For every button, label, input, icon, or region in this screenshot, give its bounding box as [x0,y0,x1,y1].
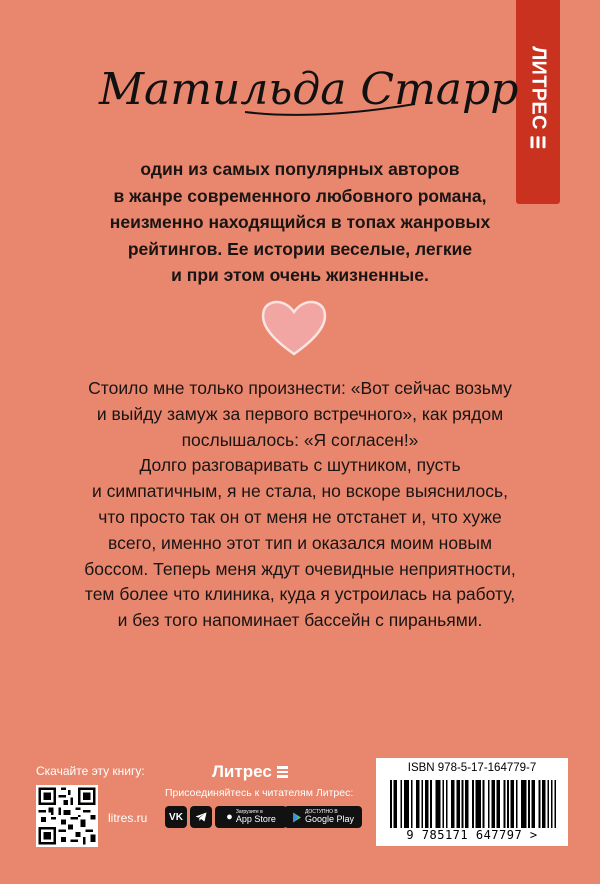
annotation-line: Долго разговаривать с шутником, пусть [139,455,461,476]
google-play-small-label: ДОСТУПНО В [304,809,338,815]
author-bio [90,156,510,289]
bio-line: в жанре современного любовного романа, [113,185,487,206]
author-signature-text: Матильда Старр [99,64,519,115]
vk-icon: VK [169,811,183,823]
bio-line: неизменно находящийся в топах жанровых [109,212,491,232]
annotation-line: всего, именно этот тип и оказался моим новым [108,532,492,553]
google-play-icon [292,812,302,823]
vk-button[interactable] [165,806,187,828]
annotation-line: и симпатичным, я не стала, но вскоре выяснилось, [92,481,508,502]
isbn-label: ISBN 978-5-17-164779-7 [407,762,537,774]
litres-logo-icon [531,136,546,148]
litres-site-link[interactable]: litres.ru [108,811,148,825]
barcode [390,780,556,828]
annotation-line: и выйду замуж за первого встречного», как рядом [96,403,504,424]
litres-mark-icon [277,766,288,778]
annotation-line: послышалось: «Я согласен!» [181,429,419,450]
join-label: Присоединяйтесь к читателям Литрес: [165,787,354,799]
google-play-button[interactable] [284,806,362,828]
book-annotation [50,376,550,634]
heart-icon [258,296,330,358]
download-label: Скачайте эту книгу: [36,764,145,778]
barcode-digits: 9 785171 647797 > [406,828,538,842]
annotation-line: боссом. Теперь меня ждут очевидные неприятности, [84,558,516,579]
bio-line: и при этом очень жизненные. [171,265,429,285]
telegram-icon [195,812,207,822]
isbn-barcode-block [376,758,568,846]
bio-line: один из самых популярных авторов [140,159,460,179]
annotation-line: и без того напоминает бассейн с пираньями. [117,610,483,631]
annotation-line: тем более что клиника, куда я устроилась на работу, [84,584,516,605]
telegram-button[interactable] [190,806,212,828]
litres-tab-label: ЛИТРЕС [527,46,550,130]
brand-name: Литрес [212,762,272,781]
litres-logo [212,762,288,782]
author-signature [95,52,519,132]
app-store-button[interactable] [215,806,287,828]
litres-tab [516,0,560,204]
app-store-label: App Store [235,814,276,824]
annotation-line: Стоило мне только произнести: «Вот сейчас возьму [88,378,512,398]
google-play-label: Google Play [304,814,355,824]
app-store-small-label: Загрузите в [235,809,263,815]
annotation-line: что просто так он от меня не отстанет и, что хуже [98,506,502,527]
bio-line: рейтингов. Ее истории веселые, легкие [127,238,473,259]
apple-icon: ● [226,811,233,823]
qr-code[interactable] [36,785,98,847]
